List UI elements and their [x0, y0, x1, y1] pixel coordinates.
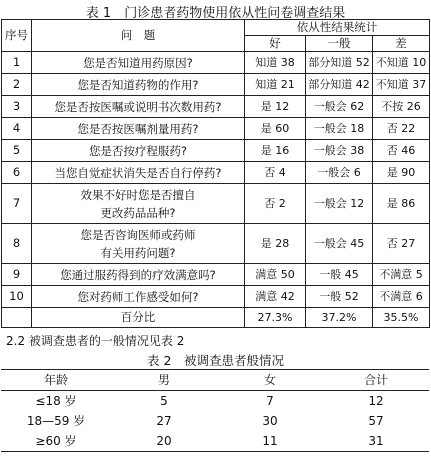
table-row — [1, 431, 429, 452]
table-row — [2, 162, 430, 184]
female-count: 30 — [262, 414, 278, 428]
row-medium: 部分知道 42 — [306, 74, 373, 96]
row-question: 您是否按医嘱剂量用药? — [32, 118, 245, 140]
row-question: 您是否知道用药原因? — [32, 52, 245, 74]
row-medium: 一般 52 — [306, 286, 373, 308]
row-question: 您通过服药得到的疗效满意吗? — [32, 264, 245, 286]
row-seq: 6 — [2, 162, 32, 184]
table-row — [2, 184, 430, 224]
header-good: 好 — [245, 36, 306, 52]
row-poor: 是 90 — [373, 162, 430, 184]
table2-title: 表 2 被调查患者般情况 — [147, 353, 284, 368]
table1-title: 表 1 门诊患者药物使用依从性问卷调查结果 — [85, 6, 346, 21]
row-question: 当您自觉症状消失是否自行停药? — [32, 162, 245, 184]
male-count: 27 — [156, 414, 172, 428]
row-good: 否 4 — [245, 162, 306, 184]
table-row — [2, 96, 430, 118]
table-row — [1, 411, 429, 431]
row-question — [32, 224, 245, 264]
table-row — [2, 224, 430, 264]
row-medium: 一般会 62 — [306, 96, 373, 118]
age-group: ≥60 岁 — [1, 431, 111, 452]
male-count: 5 — [160, 394, 168, 408]
row-seq: 8 — [2, 224, 32, 264]
row-good: 是 28 — [245, 224, 306, 264]
table-row — [2, 140, 430, 162]
header-total: 合计 — [323, 370, 429, 391]
row-question: 您是否按医嘱或说明书次数用药? — [32, 96, 245, 118]
question-line-2: 有关用药问题? — [100, 245, 176, 260]
row-medium: 部分知道 52 — [306, 52, 373, 74]
header-age: 年龄 — [1, 370, 111, 391]
row-poor: 否 22 — [373, 118, 430, 140]
row-good: 是 60 — [245, 118, 306, 140]
row-poor: 是 86 — [373, 184, 430, 224]
row-seq: 5 — [2, 140, 32, 162]
row-poor: 不按 26 — [373, 96, 430, 118]
row-poor: 不知道 10 — [373, 52, 430, 74]
question-line-1: 效果不好时您是否擅自 — [80, 187, 196, 202]
table-row — [2, 264, 430, 286]
row-seq: 1 — [2, 52, 32, 74]
row-medium: 一般会 38 — [306, 140, 373, 162]
row-medium: 一般会 18 — [306, 118, 373, 140]
header-group: 依从性结果统计 — [245, 20, 430, 36]
total-count: 31 — [323, 431, 429, 452]
table-row — [2, 52, 430, 74]
summary-medium: 37.2% — [306, 308, 373, 328]
total-count: 57 — [368, 414, 384, 428]
summary-good: 27.3% — [245, 308, 306, 328]
row-good: 是 12 — [245, 96, 306, 118]
row-good: 是 16 — [245, 140, 306, 162]
table-row — [2, 286, 430, 308]
female-count: 11 — [217, 431, 323, 452]
row-question: 您是否知道药物的作用? — [32, 74, 245, 96]
row-poor: 不满意 6 — [373, 286, 430, 308]
row-poor: 否 46 — [373, 140, 430, 162]
header-female: 女 — [217, 370, 323, 391]
question-line-1: 您是否咨询医师或药师 — [80, 227, 196, 242]
row-good: 知道 38 — [245, 52, 306, 74]
table-row — [1, 391, 429, 412]
section-intro: 2.2 被调查患者的一般情况见表 2 — [6, 334, 185, 348]
header-question: 问 题 — [32, 20, 245, 52]
summary-label: 百分比 — [32, 308, 245, 328]
summary-seq-empty — [2, 308, 32, 328]
row-medium: 一般会 12 — [306, 184, 373, 224]
total-count: 12 — [368, 394, 384, 408]
row-seq: 9 — [2, 264, 32, 286]
question-line-2: 更改药品品种? — [100, 205, 176, 220]
row-seq: 2 — [2, 74, 32, 96]
row-question: 您对药师工作感受如何? — [32, 286, 245, 308]
female-count: 7 — [266, 394, 274, 408]
row-seq: 3 — [2, 96, 32, 118]
header-poor: 差 — [373, 36, 430, 52]
male-count: 20 — [111, 431, 217, 452]
table2-demographics — [1, 369, 429, 452]
row-poor: 否 27 — [373, 224, 430, 264]
age-group: ≤18 岁 — [35, 394, 77, 408]
row-seq: 10 — [2, 286, 32, 308]
summary-poor: 35.5% — [373, 308, 430, 328]
header-seq: 序号 — [2, 20, 32, 52]
row-seq: 7 — [2, 184, 32, 224]
row-medium: 一般会 45 — [306, 224, 373, 264]
table1-compliance-survey — [1, 19, 430, 328]
row-question: 您是否按疗程服药? — [32, 140, 245, 162]
table-row — [2, 118, 430, 140]
row-good: 满意 42 — [245, 286, 306, 308]
header-male: 男 — [111, 370, 217, 391]
summary-row — [2, 308, 430, 328]
row-medium: 一般 45 — [306, 264, 373, 286]
row-medium: 一般会 6 — [306, 162, 373, 184]
row-good: 满意 50 — [245, 264, 306, 286]
table-row — [2, 74, 430, 96]
row-poor: 不知道 37 — [373, 74, 430, 96]
row-good: 否 2 — [245, 184, 306, 224]
age-group: 18—59 岁 — [26, 414, 86, 428]
row-poor: 不满意 5 — [373, 264, 430, 286]
row-good: 知道 21 — [245, 74, 306, 96]
row-seq: 4 — [2, 118, 32, 140]
row-question — [32, 184, 245, 224]
header-medium: 一般 — [306, 36, 373, 52]
